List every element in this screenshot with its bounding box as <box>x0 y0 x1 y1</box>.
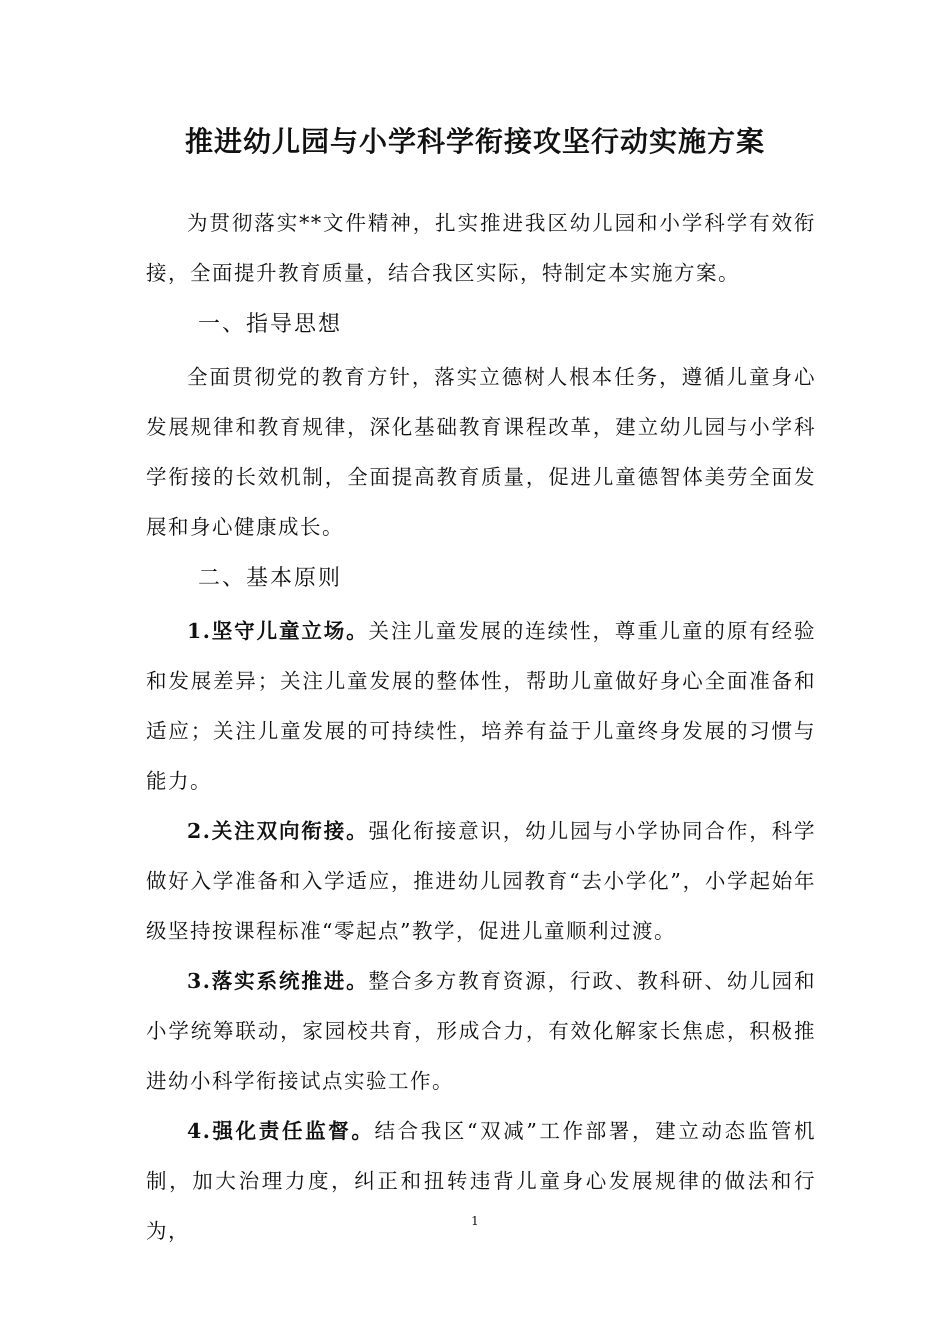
principle-lead: 4.强化责任监督。 <box>187 1119 375 1143</box>
guiding-ideology-paragraph: 全面贯彻党的教育方针，落实立德树人根本任务，遵循儿童身心发展规律和教育规律，深化基础教育课程改革，建立幼儿园与小学科学衔接的长效机制，全面提高教育质量，促进儿童德智体美劳全面发展和身心健康成长。 <box>146 365 816 539</box>
document-body <box>146 198 816 1256</box>
page-number: 1 <box>471 1214 479 1228</box>
principle-text: 关注儿童发展的连续性，尊重儿童的原有经验和发展差异；关注儿童发展的整体性，帮助儿童做好身心全面准备和适应；关注儿童发展的可持续性，培养有益于儿童终身发展的习惯与能力。 <box>146 619 817 793</box>
principle-lead: 2.关注双向衔接。 <box>187 819 369 843</box>
section-heading-basic-principles: 二、基本原则 <box>198 566 343 591</box>
principle-text: 结合我区“双减”工作部署，建立动态监管机制，加大治理力度，纠正和扭转违背儿童身心发展规律的做法和行为， <box>146 1119 816 1243</box>
intro-paragraph: 为贯彻落实**文件精神，扎实推进我区幼儿园和小学科学有效衔接，全面提升教育质量，结合我区实际，特制定本实施方案。 <box>146 211 816 285</box>
section-heading-guiding-ideology: 一、指导思想 <box>198 312 343 337</box>
document-title: 推进幼儿园与小学科学衔接攻坚行动实施方案 <box>184 125 765 158</box>
principle-lead: 3.落实系统推进。 <box>187 969 369 993</box>
principle-text: 整合多方教育资源，行政、教科研、幼儿园和小学统筹联动，家园校共育，形成合力，有效化解家长焦虑，积极推进幼小科学衔接试点实验工作。 <box>146 969 817 1093</box>
principle-text: 强化衔接意识，幼儿园与小学协同合作，科学做好入学准备和入学适应，推进幼儿园教育“去小学化”，小学起始年级坚持按课程标准“零起点”教学，促进儿童顺利过渡。 <box>146 819 817 943</box>
principle-item <box>146 956 816 1106</box>
principle-lead: 1.坚守儿童立场。 <box>187 619 369 643</box>
principle-item <box>146 806 816 956</box>
principle-item <box>146 1106 816 1256</box>
principle-item <box>146 606 816 806</box>
